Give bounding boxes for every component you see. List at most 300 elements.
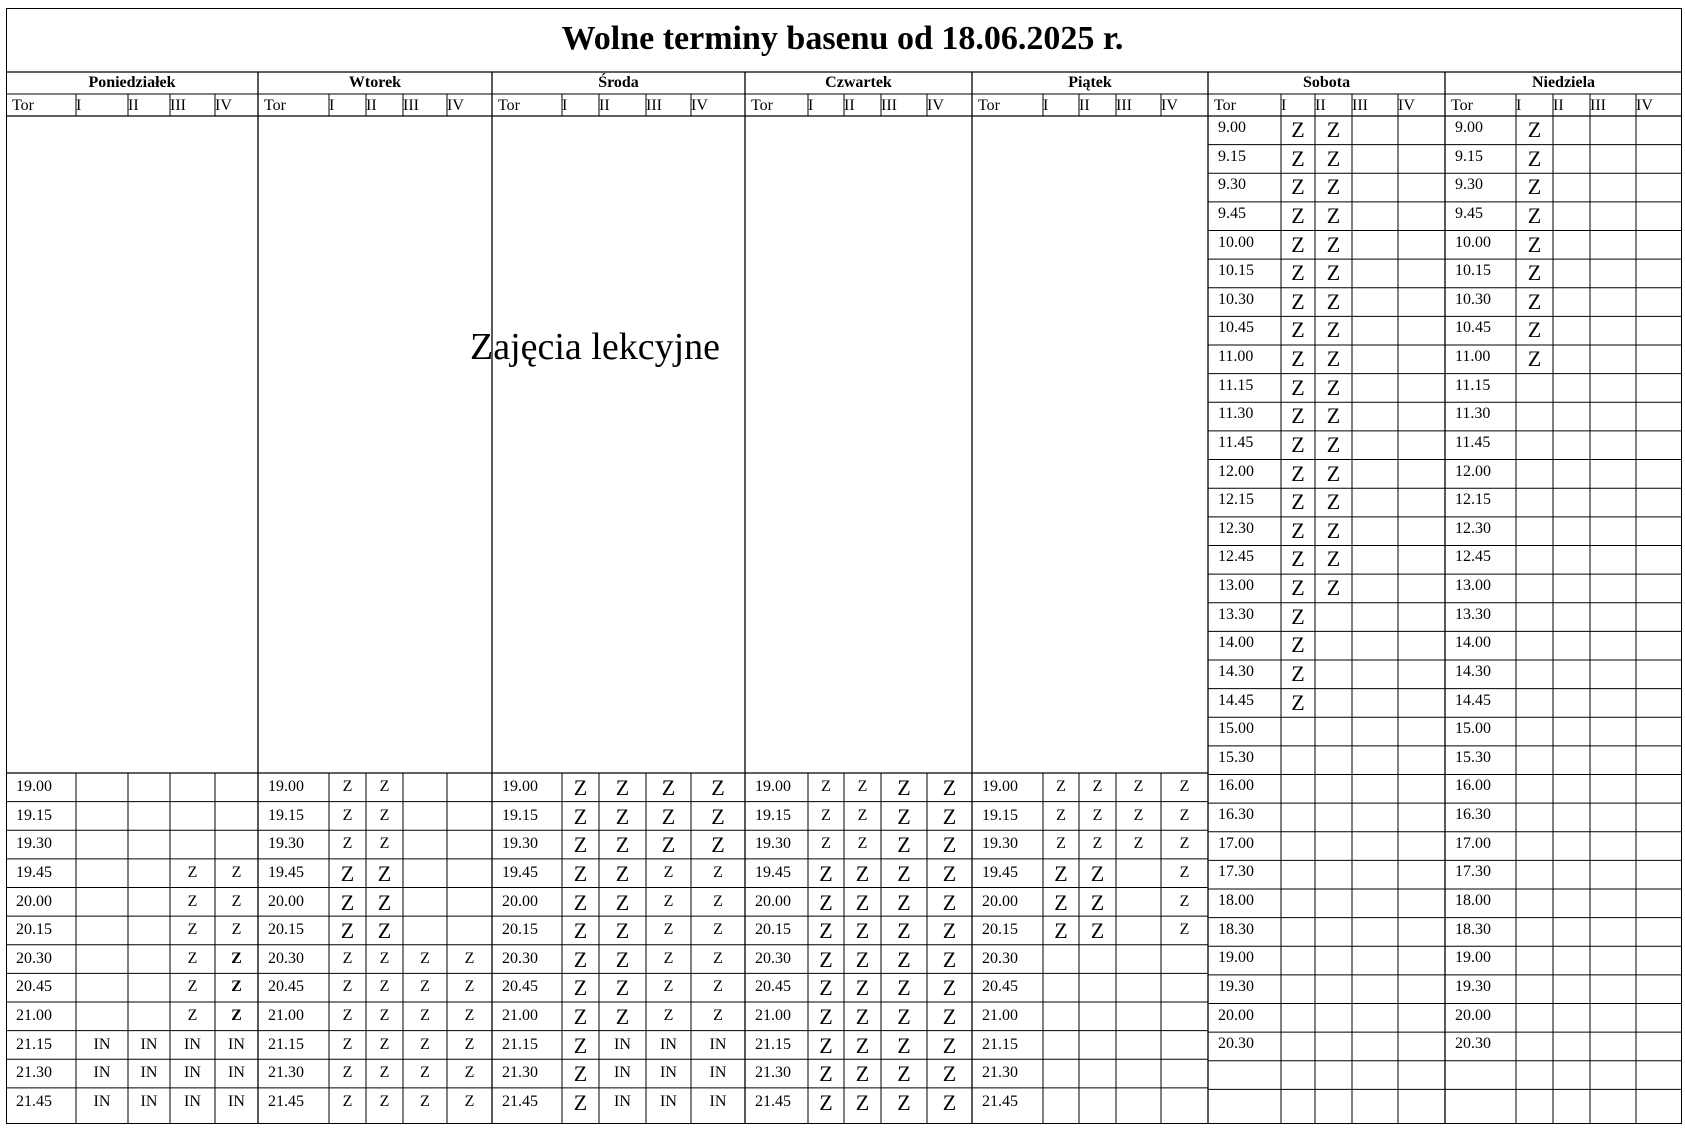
lane-cell: Z (819, 1004, 833, 1030)
lane-cell: Z (1527, 145, 1542, 171)
lane-cell: Z (857, 835, 868, 853)
lane-cell: IN (709, 1035, 727, 1053)
time-cell: 9.45 (1455, 204, 1483, 222)
time-cell: 12.45 (1218, 548, 1254, 566)
lane-cell: Z (897, 775, 911, 800)
lane-cell: Z (663, 863, 674, 881)
time-cell: 19.45 (16, 863, 52, 881)
lane-header-tor: Tor (978, 97, 1000, 114)
lane-cell: Z (1092, 778, 1103, 795)
lane-cell: IN (709, 1092, 727, 1110)
lane-cell: Z (342, 1035, 353, 1053)
lane-cell: Z (661, 775, 676, 800)
time-cell: 11.30 (1455, 405, 1491, 423)
lane-cell: Z (897, 975, 911, 1001)
time-cell: 19.45 (502, 863, 538, 881)
time-cell: 19.30 (268, 835, 304, 853)
time-cell: 21.00 (16, 1007, 52, 1025)
lane-cell: Z (1326, 460, 1341, 486)
time-cell: 20.45 (268, 978, 304, 996)
lane-cell: Z (379, 978, 390, 996)
lane-cell: Z (1326, 231, 1341, 257)
lane-cell: Z (855, 1032, 870, 1058)
time-cell: 12.15 (1218, 491, 1254, 509)
lane-cell: IN (660, 1064, 677, 1082)
day-name: Wtorek (348, 74, 402, 91)
time-cell: 12.45 (1455, 548, 1491, 566)
lane-cell: Z (1291, 145, 1305, 171)
lane-cell: Z (713, 949, 723, 967)
time-cell: 10.30 (1455, 290, 1491, 308)
lane-cell: Z (615, 803, 630, 829)
lane-cell: Z (855, 975, 870, 1001)
time-cell: 16.00 (1218, 777, 1254, 795)
time-cell: 20.45 (16, 978, 52, 996)
lane-header-III: III (881, 97, 897, 114)
lane-header-II: II (1315, 97, 1326, 114)
lane-cell: Z (1291, 260, 1305, 286)
time-cell: 19.00 (755, 778, 791, 795)
lane-cell: Z (340, 860, 355, 886)
lane-cell: Z (1291, 174, 1305, 200)
time-cell: 10.30 (1218, 290, 1254, 308)
lane-header-III: III (170, 97, 186, 114)
lane-cell: Z (857, 778, 868, 795)
time-cell: 20.30 (268, 949, 304, 967)
lane-cell: Z (942, 775, 957, 800)
lane-cell: Z (573, 889, 588, 915)
lane-cell: Z (1056, 778, 1066, 795)
lane-cell: IN (184, 1064, 201, 1082)
lane-cell: Z (819, 946, 833, 972)
lane-cell: IN (184, 1092, 201, 1110)
time-cell: 14.30 (1455, 662, 1491, 680)
time-cell: 18.30 (1455, 920, 1491, 938)
time-cell: 14.45 (1218, 691, 1254, 709)
time-cell: 19.45 (982, 863, 1018, 881)
lane-cell: Z (661, 803, 676, 829)
lane-cell: IN (228, 1064, 245, 1082)
lane-header-tor: Tor (1214, 97, 1236, 114)
time-cell: 10.45 (1218, 319, 1254, 337)
lane-header-tor: Tor (1451, 97, 1473, 114)
lane-cell: Z (855, 860, 870, 886)
lane-cell: Z (573, 1089, 588, 1115)
time-cell: 17.00 (1218, 834, 1254, 852)
lane-cell: Z (897, 1089, 911, 1115)
lane-cell: Z (1133, 806, 1144, 824)
time-cell: 21.15 (16, 1035, 52, 1053)
lane-header-IV: IV (927, 97, 944, 114)
lane-header-II: II (599, 97, 610, 114)
time-cell: 20.00 (982, 892, 1018, 910)
lane-cell: Z (897, 1004, 911, 1030)
lane-header-I: I (1281, 97, 1287, 114)
time-cell: 12.00 (1218, 462, 1254, 480)
lane-cell: Z (942, 1089, 957, 1115)
lane-cell: Z (464, 1092, 475, 1110)
time-cell: 15.30 (1218, 748, 1254, 766)
lane-cell: Z (1291, 603, 1305, 629)
lane-cell: Z (1326, 145, 1341, 171)
lane-cell: Z (942, 975, 957, 1001)
lane-cell: Z (231, 1007, 242, 1025)
lane-cell: Z (942, 1032, 957, 1058)
lane-cell: Z (342, 1064, 353, 1082)
lane-cell: Z (187, 863, 198, 881)
lane-cell: Z (1056, 835, 1066, 853)
lane-cell: Z (420, 1092, 430, 1110)
time-cell: 21.15 (268, 1035, 304, 1053)
lane-cell: Z (711, 803, 725, 829)
lane-cell: Z (711, 775, 725, 800)
lane-cell: Z (1326, 117, 1341, 142)
lane-cell: Z (420, 1007, 430, 1025)
lane-header-I: I (562, 97, 568, 114)
time-cell: 12.00 (1455, 462, 1491, 480)
lane-cell: Z (379, 778, 390, 795)
lane-cell: Z (663, 921, 674, 939)
time-cell: 14.00 (1218, 634, 1254, 652)
lane-cell: Z (573, 975, 588, 1001)
lane-cell: IN (93, 1092, 111, 1110)
lane-header-II: II (844, 97, 855, 114)
lane-cell: Z (1326, 288, 1341, 314)
lane-cell: Z (379, 1092, 390, 1110)
lane-cell: Z (1179, 778, 1190, 795)
lane-header-III: III (1116, 97, 1132, 114)
time-cell: 11.15 (1218, 376, 1254, 394)
time-cell: 16.30 (1218, 806, 1254, 824)
lane-cell: Z (420, 1035, 430, 1053)
time-cell: 21.00 (268, 1007, 304, 1025)
time-cell: 19.00 (1455, 949, 1491, 967)
page-title: Wolne terminy basenu od 18.06.2025 r. (561, 20, 1124, 57)
time-cell: 9.15 (1218, 147, 1246, 165)
lane-cell: IN (228, 1035, 245, 1053)
time-cell: 20.45 (755, 978, 791, 996)
time-cell: 13.00 (1218, 577, 1254, 595)
lane-cell: Z (857, 806, 868, 824)
lane-cell: Z (342, 1092, 353, 1110)
lane-header-IV: IV (215, 97, 232, 114)
lane-cell: Z (615, 775, 630, 800)
lane-cell: Z (615, 832, 630, 858)
lane-cell: Z (379, 1007, 390, 1025)
lane-cell: Z (342, 978, 353, 996)
time-cell: 20.00 (16, 892, 52, 910)
lane-cell: Z (819, 918, 833, 944)
lane-cell: Z (821, 806, 831, 824)
time-cell: 11.00 (1455, 348, 1491, 366)
lane-cell: Z (615, 975, 630, 1001)
lane-cell: Z (819, 975, 833, 1001)
lane-cell: Z (942, 1004, 957, 1030)
time-cell: 21.30 (755, 1064, 791, 1082)
lane-cell: IN (614, 1092, 631, 1110)
time-cell: 12.30 (1455, 519, 1491, 537)
lane-cell: Z (855, 1004, 870, 1030)
lane-header-I: I (1043, 97, 1049, 114)
lane-cell: Z (1291, 374, 1305, 400)
lane-cell: Z (897, 1032, 911, 1058)
time-cell: 10.00 (1218, 233, 1254, 251)
lane-cell: Z (231, 978, 242, 996)
lane-cell: Z (942, 803, 957, 829)
lane-cell: Z (1326, 546, 1341, 572)
lane-cell: Z (897, 918, 911, 944)
lane-cell: Z (1326, 431, 1341, 457)
lane-cell: Z (573, 1004, 588, 1030)
time-cell: 15.00 (1455, 720, 1491, 738)
lane-cell: Z (1179, 806, 1190, 824)
lane-cell: Z (1527, 202, 1542, 228)
lane-cell: Z (1179, 835, 1190, 853)
time-cell: 15.00 (1218, 720, 1254, 738)
time-cell: 12.15 (1455, 491, 1491, 509)
lane-cell: Z (187, 978, 198, 996)
lane-header-III: III (403, 97, 419, 114)
lane-cell: Z (187, 1007, 198, 1025)
time-cell: 21.15 (502, 1035, 538, 1053)
lane-cell: Z (464, 949, 475, 967)
lane-cell: Z (615, 918, 630, 944)
time-cell: 10.15 (1455, 262, 1491, 280)
lane-cell: Z (464, 1064, 475, 1082)
time-cell: 11.45 (1218, 433, 1254, 451)
time-cell: 19.00 (982, 778, 1018, 795)
time-cell: 20.00 (755, 892, 791, 910)
time-cell: 19.45 (755, 863, 791, 881)
time-cell: 19.00 (502, 778, 538, 795)
time-cell: 19.30 (16, 835, 52, 853)
lane-header-I: I (329, 97, 335, 114)
lane-cell: Z (1527, 260, 1542, 286)
lane-cell: Z (1527, 317, 1542, 343)
lane-cell: Z (1291, 202, 1305, 228)
lane-cell: Z (942, 1061, 957, 1087)
time-cell: 12.30 (1218, 519, 1254, 537)
time-cell: 9.30 (1218, 176, 1246, 194)
time-cell: 19.15 (268, 806, 304, 824)
lane-cell: Z (379, 1064, 390, 1082)
lane-cell: Z (573, 1061, 588, 1087)
lane-cell: Z (340, 889, 355, 915)
lane-header-tor: Tor (12, 97, 34, 114)
lane-cell: Z (1326, 374, 1341, 400)
lane-cell: IN (660, 1092, 677, 1110)
lane-cell: Z (1054, 860, 1068, 886)
lane-header-II: II (366, 97, 377, 114)
lane-cell: Z (663, 949, 674, 967)
time-cell: 14.30 (1218, 662, 1254, 680)
time-cell: 19.00 (1218, 949, 1254, 967)
time-cell: 20.30 (982, 949, 1018, 967)
lane-cell: Z (342, 835, 353, 853)
time-cell: 21.30 (982, 1064, 1018, 1082)
lane-cell: IN (228, 1092, 245, 1110)
lane-header-IV: IV (1636, 97, 1653, 114)
lane-cell: Z (1291, 575, 1305, 601)
time-cell: 14.45 (1455, 691, 1491, 709)
lane-cell: IN (93, 1035, 111, 1053)
lane-cell: Z (1326, 317, 1341, 343)
time-cell: 20.30 (1218, 1035, 1254, 1053)
lane-cell: Z (231, 863, 242, 881)
time-cell: 13.30 (1218, 605, 1254, 623)
lane-cell: Z (713, 978, 723, 996)
time-cell: 21.00 (755, 1007, 791, 1025)
day-name: Sobota (1302, 74, 1351, 91)
day-name: Środa (598, 74, 639, 91)
lane-cell: Z (663, 1007, 674, 1025)
lane-cell: Z (1092, 806, 1103, 824)
lane-cell: Z (1056, 806, 1066, 824)
time-cell: 21.00 (502, 1007, 538, 1025)
lane-cell: Z (1179, 863, 1190, 881)
time-cell: 20.15 (16, 921, 52, 939)
lane-header-tor: Tor (751, 97, 773, 114)
time-cell: 9.00 (1455, 119, 1483, 136)
time-cell: 19.30 (502, 835, 538, 853)
lane-header-II: II (128, 97, 139, 114)
lane-cell: Z (615, 946, 630, 972)
lane-cell: Z (897, 803, 911, 829)
lane-cell: Z (819, 860, 833, 886)
lane-header-III: III (646, 97, 662, 114)
time-cell: 18.00 (1218, 892, 1254, 909)
lane-cell: Z (342, 1007, 353, 1025)
lane-cell: Z (342, 949, 353, 967)
lane-cell: Z (663, 892, 674, 910)
time-cell: 21.45 (755, 1092, 791, 1110)
lane-cell: Z (573, 1032, 588, 1058)
time-cell: 21.15 (982, 1035, 1018, 1053)
lane-cell: Z (1054, 918, 1068, 944)
lane-cell: Z (1326, 202, 1341, 228)
lane-cell: Z (1291, 689, 1305, 715)
time-cell: 19.15 (502, 806, 538, 824)
lane-cell: Z (420, 1064, 430, 1082)
lane-cell: IN (614, 1035, 631, 1053)
lane-cell: Z (1291, 632, 1305, 658)
lane-cell: Z (420, 949, 430, 967)
lane-cell: Z (1179, 892, 1190, 910)
lane-cell: Z (1291, 660, 1305, 686)
day-name: Niedziela (1531, 74, 1596, 91)
lane-header-III: III (1352, 97, 1368, 114)
lane-cell: IN (140, 1092, 158, 1110)
lane-cell: Z (464, 1007, 475, 1025)
lane-cell: Z (340, 918, 355, 944)
time-cell: 19.30 (1455, 977, 1491, 995)
lane-cell: Z (187, 892, 198, 910)
lane-cell: Z (942, 860, 957, 886)
lane-cell: Z (573, 803, 588, 829)
lane-cell: Z (897, 860, 911, 886)
lane-cell: Z (821, 778, 831, 795)
time-cell: 20.45 (502, 978, 538, 996)
time-cell: 21.30 (16, 1064, 52, 1082)
lane-cell: Z (1527, 117, 1542, 142)
lane-cell: Z (713, 863, 723, 881)
lane-cell: Z (713, 921, 723, 939)
lane-header-IV: IV (691, 97, 708, 114)
lane-cell: Z (377, 889, 392, 915)
time-cell: 20.15 (268, 921, 304, 939)
time-cell: 10.00 (1455, 233, 1491, 251)
lane-cell: Z (819, 1061, 833, 1087)
time-cell: 20.00 (1218, 1006, 1254, 1024)
time-cell: 17.30 (1218, 863, 1254, 881)
lane-cell: IN (93, 1064, 111, 1082)
lane-cell: Z (342, 778, 353, 795)
lane-cell: Z (1291, 431, 1305, 457)
lane-cell: Z (1326, 489, 1341, 515)
lane-cell: IN (184, 1035, 201, 1053)
lane-header-IV: IV (1398, 97, 1415, 114)
lane-cell: Z (573, 860, 588, 886)
time-cell: 16.30 (1455, 806, 1491, 824)
lane-cell: IN (614, 1064, 631, 1082)
time-cell: 19.15 (755, 806, 791, 824)
day-name: Czwartek (825, 74, 892, 91)
time-cell: 21.45 (268, 1092, 304, 1110)
lane-cell: Z (377, 860, 392, 886)
lane-cell: Z (942, 832, 957, 858)
lane-cell: Z (379, 1035, 390, 1053)
time-cell: 21.45 (16, 1092, 52, 1110)
time-cell: 20.30 (755, 949, 791, 967)
lane-cell: Z (819, 1089, 833, 1115)
lane-cell: Z (897, 889, 911, 915)
time-cell: 13.30 (1455, 605, 1491, 623)
lane-cell: Z (1291, 231, 1305, 257)
time-cell: 11.15 (1455, 376, 1491, 394)
time-cell: 9.30 (1455, 176, 1483, 194)
time-cell: 20.30 (502, 949, 538, 967)
time-cell: 14.00 (1455, 634, 1491, 652)
lane-cell: IN (140, 1035, 158, 1053)
lane-cell: Z (1527, 288, 1542, 314)
lane-cell: Z (855, 946, 870, 972)
lane-cell: Z (1326, 403, 1341, 429)
lane-cell: Z (819, 1032, 833, 1058)
lane-cell: Z (713, 1007, 723, 1025)
lane-cell: Z (897, 832, 911, 858)
lane-cell: Z (573, 918, 588, 944)
lane-cell: Z (855, 889, 870, 915)
time-cell: 21.30 (268, 1064, 304, 1082)
lane-cell: Z (615, 860, 630, 886)
lane-cell: Z (1527, 231, 1542, 257)
time-cell: 20.00 (268, 892, 304, 910)
lane-cell: Z (1291, 489, 1305, 515)
time-cell: 10.45 (1455, 319, 1491, 337)
lane-cell: Z (711, 832, 725, 858)
lane-cell: IN (660, 1035, 677, 1053)
lane-cell: Z (1326, 517, 1341, 543)
time-cell: 11.45 (1455, 433, 1491, 451)
lane-cell: Z (1326, 260, 1341, 286)
lane-cell: Z (573, 832, 588, 858)
lane-cell: Z (1326, 575, 1341, 601)
lane-cell: Z (1054, 889, 1068, 915)
lane-cell: Z (231, 949, 242, 967)
lane-cell: Z (342, 806, 353, 824)
time-cell: 21.15 (755, 1035, 791, 1053)
lane-cell: Z (855, 1061, 870, 1087)
